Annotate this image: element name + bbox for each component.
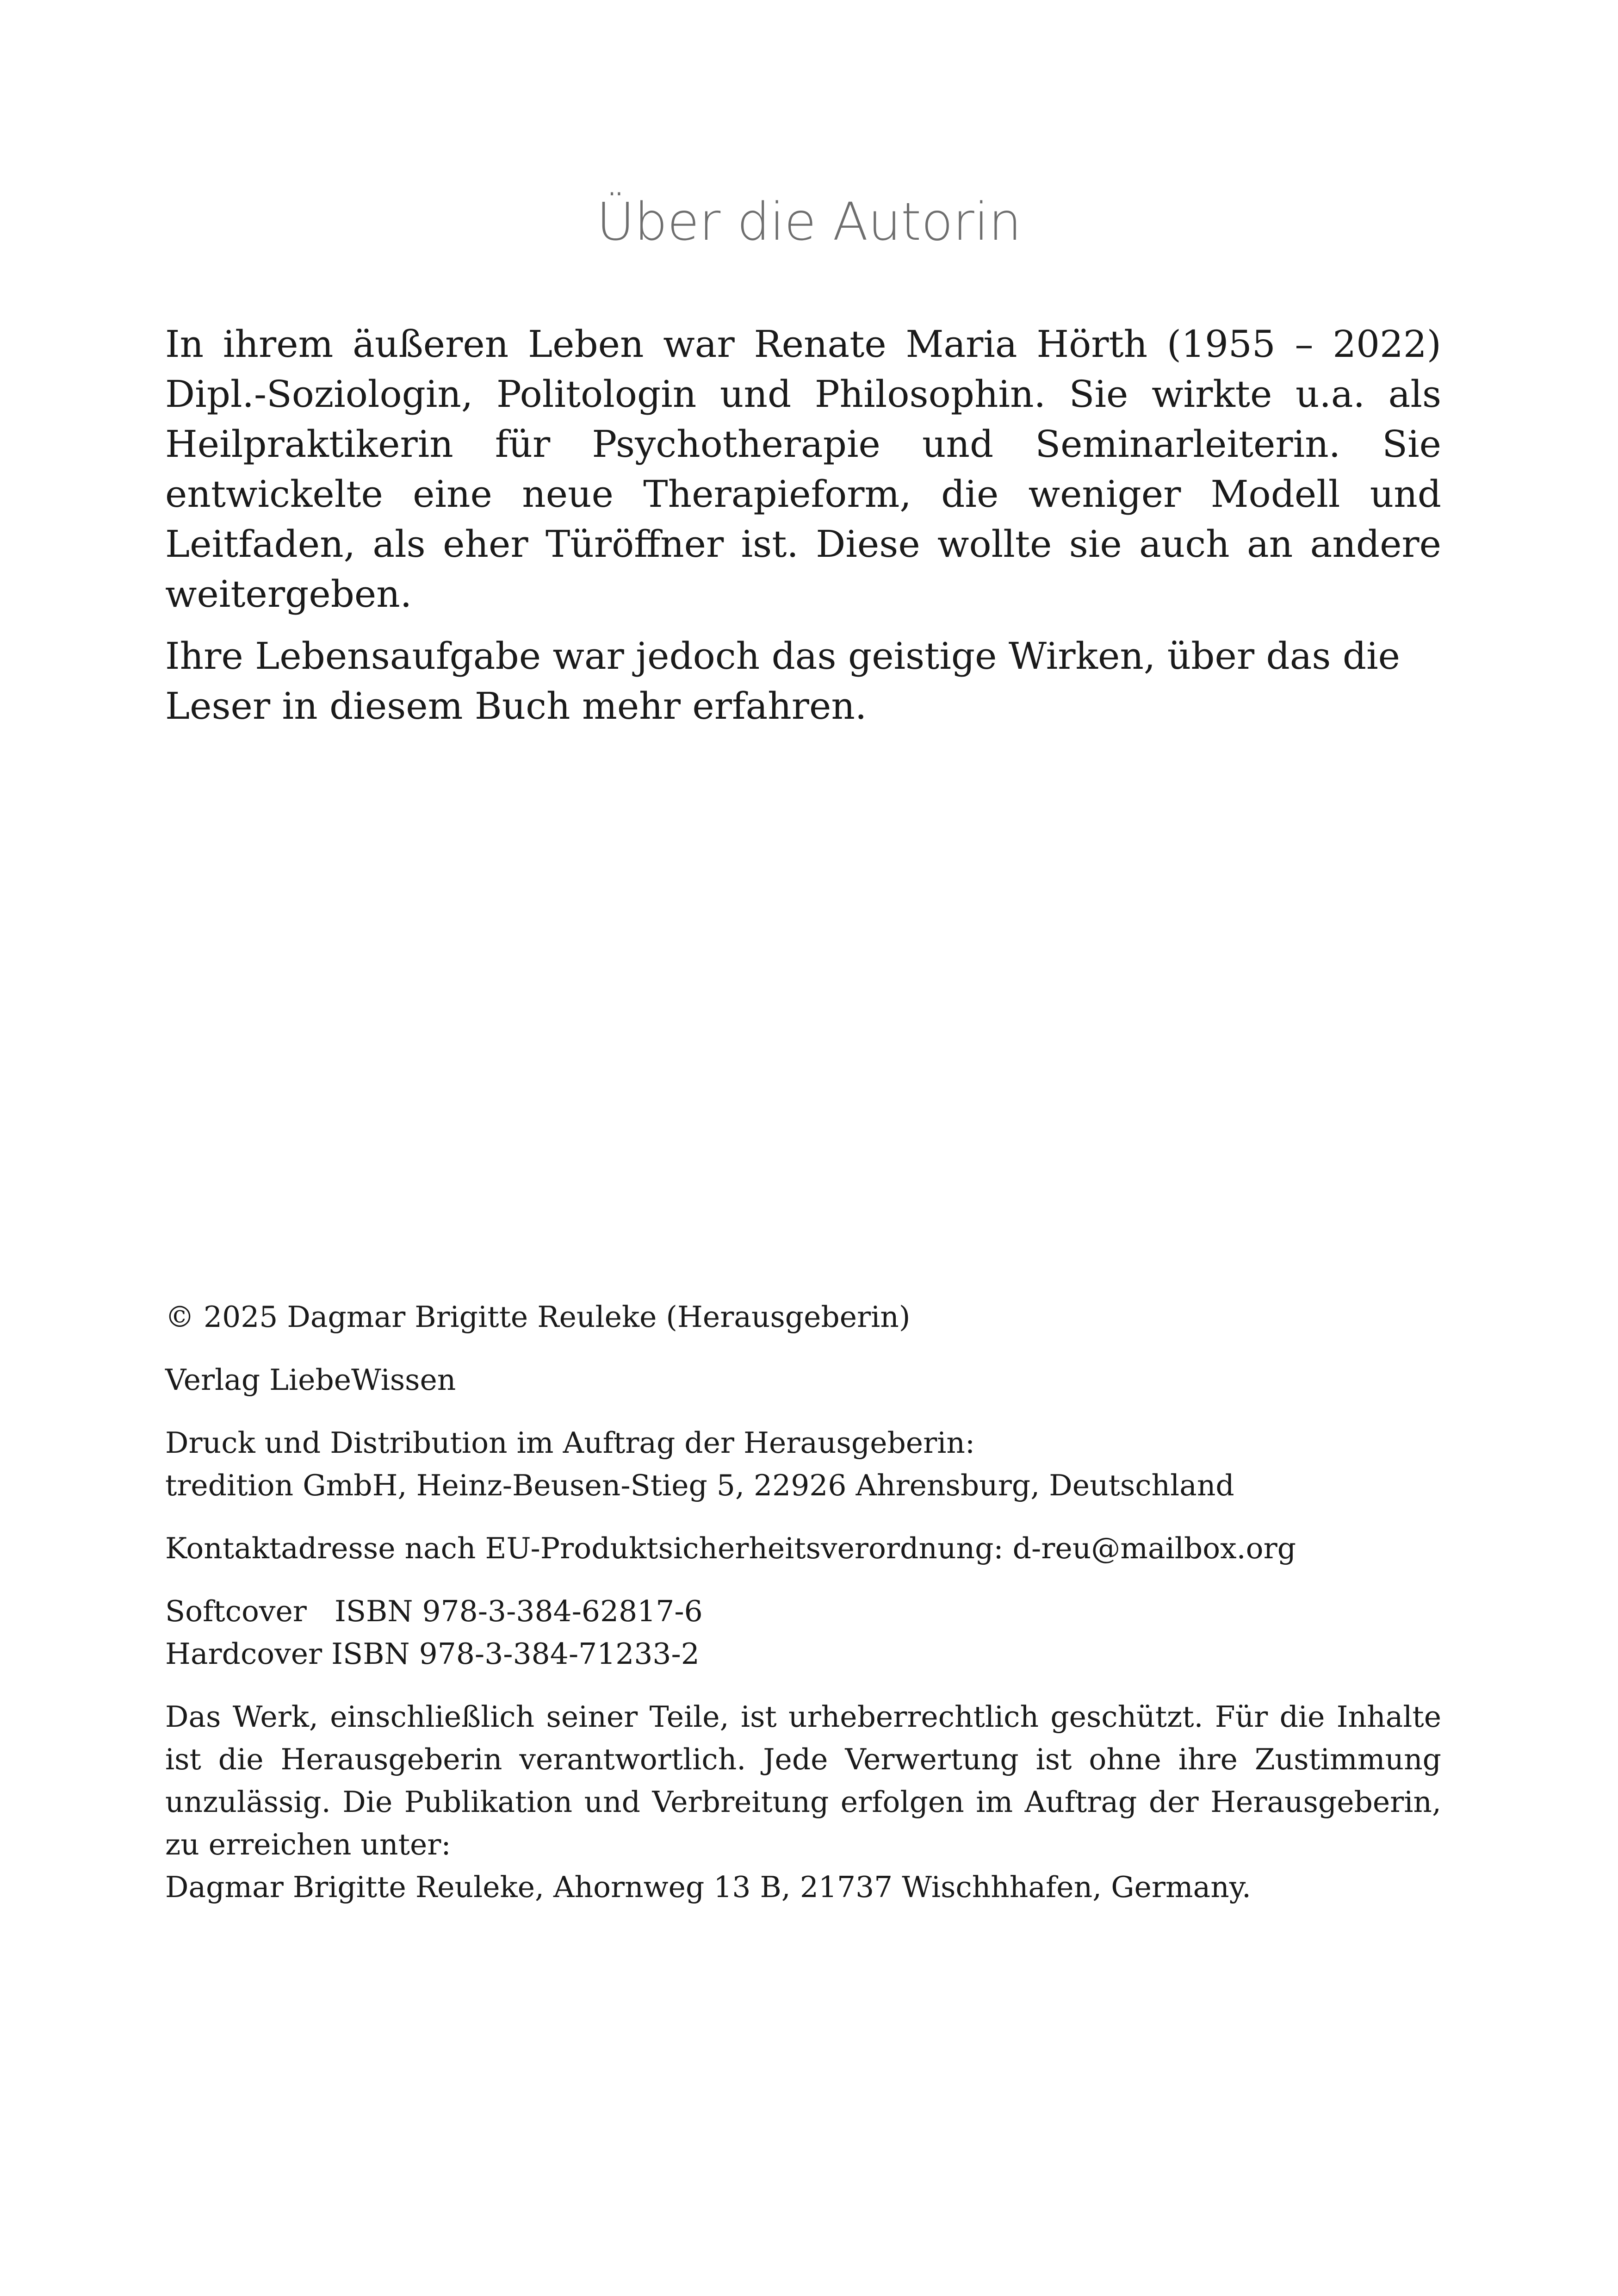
contact-info [165,1527,1441,1570]
copyright-notice [165,1296,1441,1338]
page-title: Über die Autorin [596,192,1022,252]
legal-notice [165,1696,1441,1909]
isbn-info [165,1590,1441,1675]
printing-label: Druck und Distribution im Auftrag der Herausgeberin: [165,1426,975,1460]
bio-paragraph: In ihrem äußeren Leben war Renate Maria Hörth (1955 – 2022) Dipl.-Soziologin, Politologin und Philosophin. Sie wirkte u.a. als Heilpraktikerin für Psychotherapie und Seminarleiterin. Sie entwickelte eine neue Therapieform, die weniger Modell und Leitfaden, als eher Türöffner ist. Diese wollte sie auch an andere weitergeben. [165,323,1441,616]
bio-paragraph: Ihre Lebensaufgabe war jedoch das geistige Wirken, über das die Leser in diesem Buch mehr erfahren. [165,635,1401,728]
imprint [165,1296,1441,1929]
contact-address: Kontaktadresse nach EU-Produktsicherheitsverordnung: d-reu@mailbox.org [165,1531,1296,1565]
copyright-line: © 2025 Dagmar Brigitte Reuleke (Herausgeberin) [165,1300,911,1334]
legal-text: Das Werk, einschließlich seiner Teile, ist urheberrechtlich geschützt. Für die Inhalte ist die Herausgeberin verantwortlich. Jede Verwertung ist ohne ihre Zustimmung unzulässig. Die Publikation und Verbreitung erfolgen im Auftrag der Herausgeberin, zu erreichen unter: [165,1700,1441,1861]
isbn-softcover: Softcover ISBN 978-3-384-62817-6 [165,1594,703,1628]
publisher-address: Dagmar Brigitte Reuleke, Ahornweg 13 B, 21737 Wischhhafen, Germany. [165,1870,1252,1904]
isbn-hardcover: Hardcover ISBN 978-3-384-71233-2 [165,1637,700,1671]
printing-info [165,1422,1441,1507]
printer-address: tredition GmbH, Heinz-Beusen-Stieg 5, 22926 Ahrensburg, Deutschland [165,1468,1234,1502]
author-bio [165,319,1441,743]
publisher-info [165,1359,1441,1401]
publisher-name: Verlag LiebeWissen [165,1363,456,1397]
